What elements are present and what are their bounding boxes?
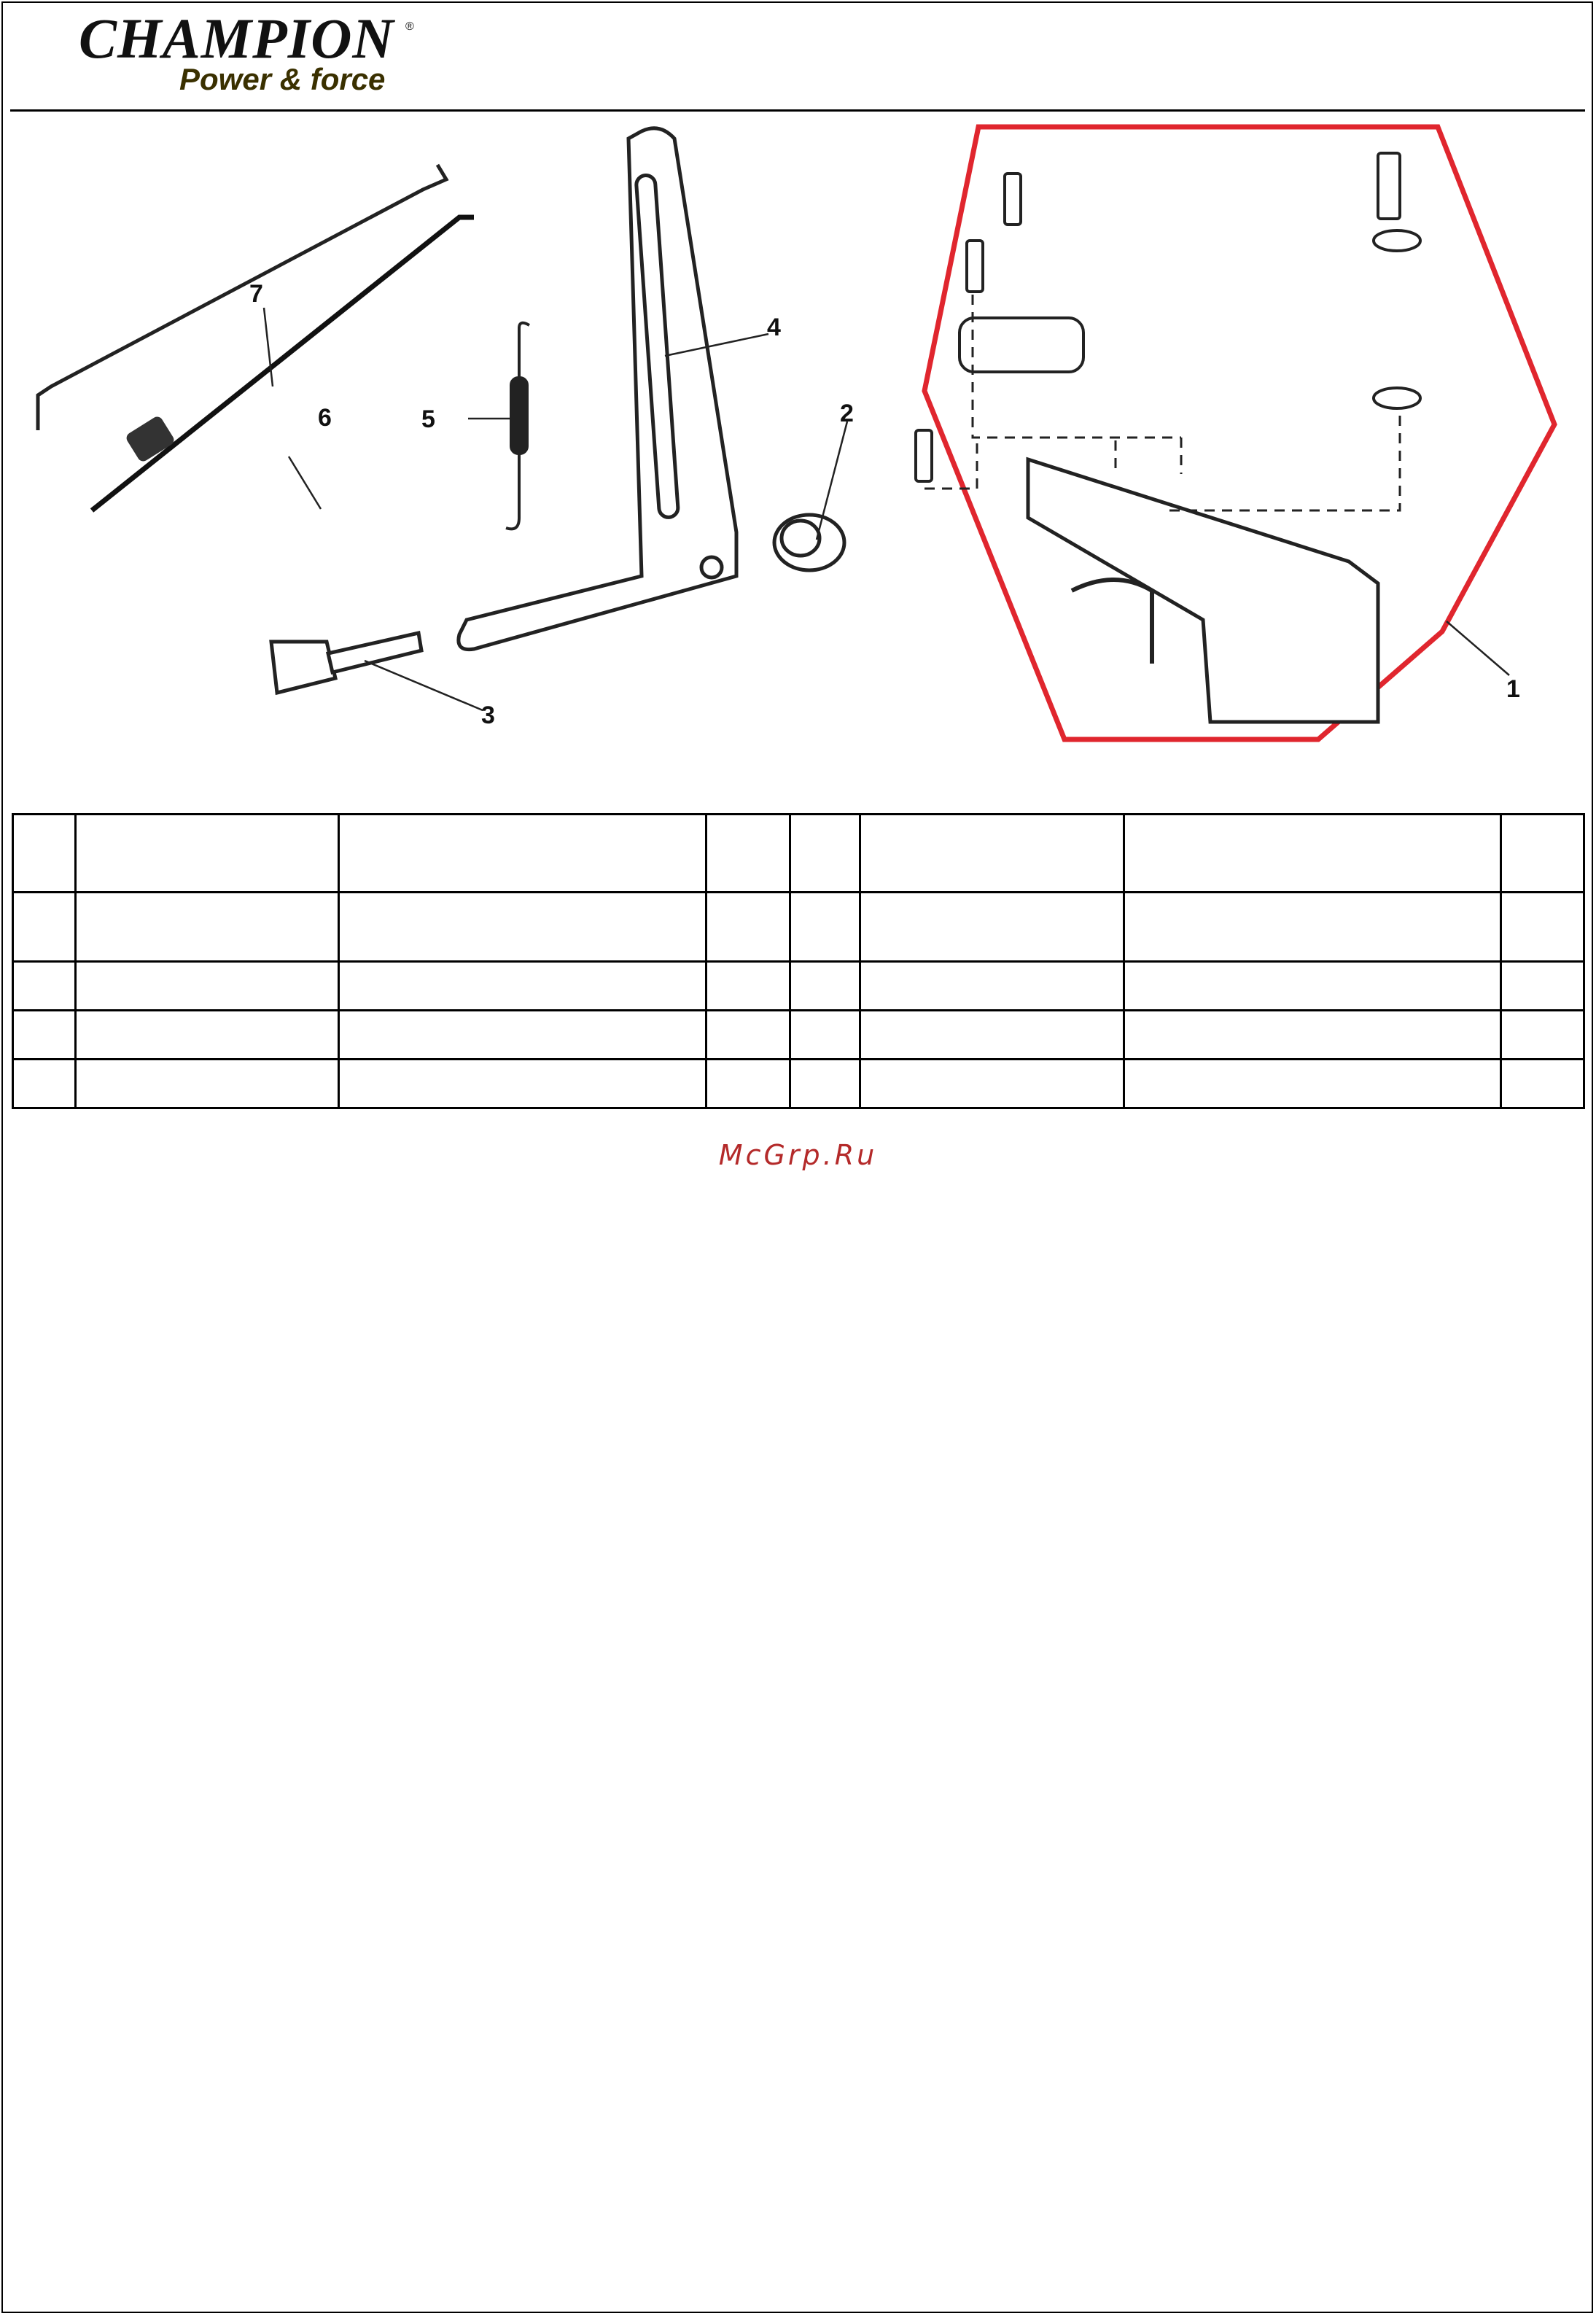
callout-6: 6 <box>318 404 332 432</box>
callout-4: 4 <box>767 314 781 341</box>
part-3-bolt <box>271 633 421 693</box>
part-6-cable <box>92 217 474 510</box>
table-cell <box>75 1011 338 1060</box>
table-cell <box>790 893 860 962</box>
table-cell <box>790 962 860 1011</box>
table-row <box>13 1011 1584 1060</box>
table-cell <box>75 962 338 1011</box>
table-cell <box>1124 1011 1500 1060</box>
logo-slogan-text: Power & force <box>179 62 386 96</box>
part-4-lever <box>459 128 736 650</box>
table-cell <box>339 1011 706 1060</box>
logo-registered-mark: ® <box>405 20 414 33</box>
table-cell <box>13 815 76 893</box>
part-2-bushing <box>774 515 844 570</box>
callout-5: 5 <box>421 405 435 433</box>
table-cell <box>13 1060 76 1108</box>
callout-1: 1 <box>1506 675 1520 703</box>
table-cell <box>13 962 76 1011</box>
table-cell <box>706 1011 790 1060</box>
part-1-control-assembly <box>916 127 1554 739</box>
exploded-parts-diagram <box>0 109 1596 766</box>
table-cell <box>13 1011 76 1060</box>
champion-logo <box>79 7 421 102</box>
parts-table <box>12 813 1585 1109</box>
table-cell <box>1124 962 1500 1011</box>
watermark-text: McGrp.Ru <box>718 1139 878 1171</box>
table-cell <box>75 1060 338 1108</box>
table-cell <box>1124 893 1500 962</box>
table-cell <box>790 1060 860 1108</box>
logo-brand-text: CHAMPION <box>79 7 394 70</box>
table-header-row <box>13 815 1584 893</box>
table-cell <box>860 1011 1124 1060</box>
callout-2: 2 <box>840 400 854 427</box>
table-cell <box>1124 815 1500 893</box>
table-cell <box>790 1011 860 1060</box>
table-cell <box>860 1060 1124 1108</box>
table-cell <box>339 815 706 893</box>
part-5-spring <box>506 323 529 529</box>
callout-7: 7 <box>249 280 263 308</box>
table-cell <box>1501 1060 1584 1108</box>
table-cell <box>339 893 706 962</box>
table-cell <box>13 893 76 962</box>
table-cell <box>1501 893 1584 962</box>
table-cell <box>339 962 706 1011</box>
table-cell <box>706 893 790 962</box>
table-cell <box>1501 815 1584 893</box>
table-cell <box>706 1060 790 1108</box>
table-cell <box>706 815 790 893</box>
table-row <box>13 1060 1584 1108</box>
table-cell <box>860 815 1124 893</box>
table-cell <box>860 962 1124 1011</box>
table-cell <box>1501 962 1584 1011</box>
table-cell <box>75 893 338 962</box>
table-cell <box>339 1060 706 1108</box>
callout-3: 3 <box>481 702 495 729</box>
table-cell <box>860 893 1124 962</box>
table-cell <box>706 962 790 1011</box>
table-cell <box>1124 1060 1500 1108</box>
table-cell <box>1501 1011 1584 1060</box>
table-row <box>13 893 1584 962</box>
table-cell <box>75 815 338 893</box>
table-cell <box>790 815 860 893</box>
table-row <box>13 962 1584 1011</box>
